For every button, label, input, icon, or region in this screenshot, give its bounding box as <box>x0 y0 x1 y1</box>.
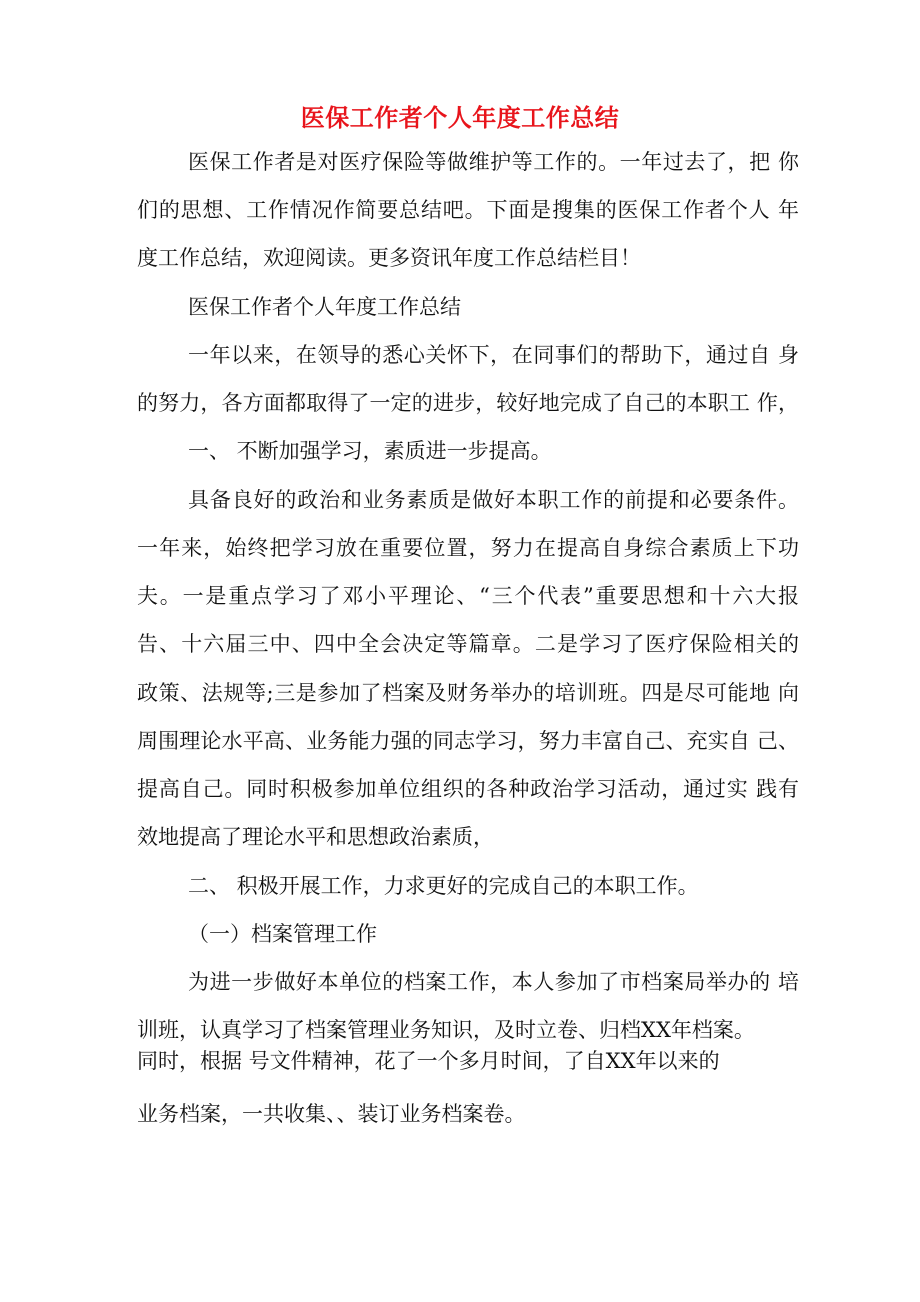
paragraph-line: 的努力，各方面都取得了一定的进步，较好地完成了自己的本职工 作， <box>137 391 799 415</box>
document-title: 医保工作者个人年度工作总结 <box>300 103 620 132</box>
section-heading: 二、 积极开展工作，力求更好的完成自己的本职工作。 <box>188 874 699 898</box>
paragraph-line: 们的思想、工作情况作简要总结吧。下面是搜集的医保工作者个人 年 <box>137 198 799 222</box>
paragraph-line: 同时，根据 号文件精神，花了一个多月时间，了自XX年以来的 <box>137 1049 720 1073</box>
subsection-heading: （一）档案管理工作 <box>188 922 377 946</box>
paragraph-line: 医保工作者是对医疗保险等做维护等工作的。一年过去了，把 你 <box>188 150 799 174</box>
paragraph-line: 政策、法规等;三是参加了档案及财务举办的培训班。四是尽可能地 向 <box>137 681 799 705</box>
paragraph-line: 训班，认真学习了档案管理业务知识，及时立卷、归档XX年档案。 <box>137 1018 755 1042</box>
section-heading: 一、 不断加强学习，素质进一步提高。 <box>188 439 552 463</box>
paragraph-line: 一年以来，在领导的悉心关怀下，在同事们的帮助下，通过自 身 <box>188 343 799 367</box>
paragraph-line: 度工作总结，欢迎阅读。更多资讯年度工作总结栏目！ <box>137 246 641 270</box>
paragraph-line: 周围理论水平高、业务能力强的同志学习，努力丰富自己、充实自 己、 <box>137 729 799 753</box>
paragraph-line: 业务档案，一共收集、、装订业务档案卷。 <box>137 1102 526 1126</box>
section-heading: 医保工作者个人年度工作总结 <box>188 295 461 319</box>
paragraph-line: 告、十六届三中、四中全会决定等篇章。二是学习了医疗保险相关的 <box>137 632 799 656</box>
paragraph-line: 一年来，始终把学习放在重要位置，努力在提高自身综合素质上下功 <box>137 536 799 560</box>
paragraph-line: 具备良好的政治和业务素质是做好本职工作的前提和必要条件。 <box>188 488 799 512</box>
paragraph-line: 提高自己。同时积极参加单位组织的各种政治学习活动，通过实 践有 <box>137 777 799 801</box>
paragraph-line: 夫。一是重点学习了邓小平理论、“三个代表”重要思想和十六大报 <box>137 584 799 608</box>
paragraph-line: 为进一步做好本单位的档案工作，本人参加了市档案局举办的 培 <box>188 970 799 994</box>
paragraph-line: 效地提高了理论水平和思想政治素质， <box>137 825 494 849</box>
